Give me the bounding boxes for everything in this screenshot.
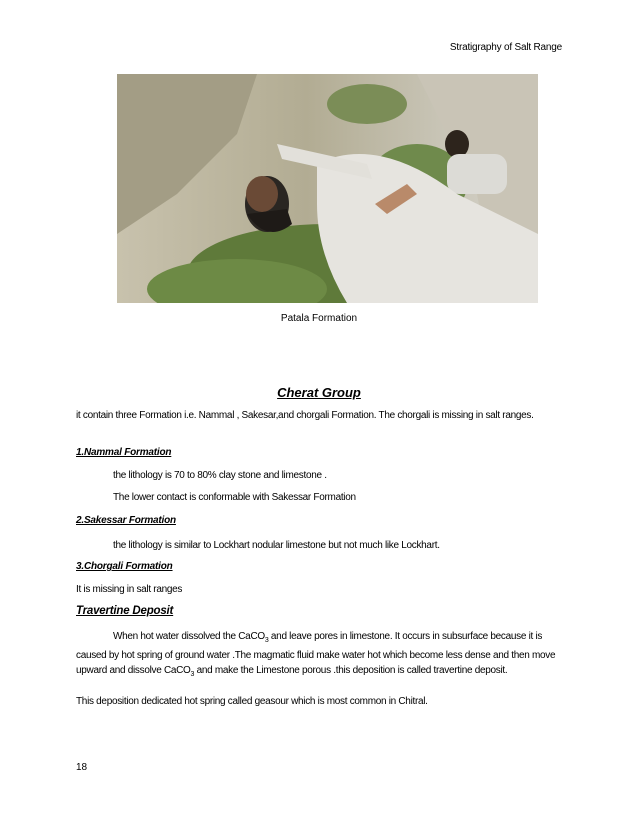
subscript-3: 3 xyxy=(264,637,269,644)
nammal-line-2: The lower contact is conformable with Sakessar Formation xyxy=(113,492,356,503)
section-title: Cherat Group xyxy=(277,385,361,400)
travertine-paragraph-2: This deposition dedicated hot spring called geasour which is most common in Chitral. xyxy=(76,696,428,707)
travertine-text-b: and leave pores in limestone. It occurs in subsurface because it is caused by hot spring of ground water .The magmatic fluid make water hot which become less dense and then move upward and dissolve CaCO xyxy=(76,631,556,676)
travertine-paragraph-1 xyxy=(76,629,566,682)
formation-title-chorgali: 3.Chorgali Formation xyxy=(76,561,173,572)
travertine-text-a: When hot water dissolved the CaCO xyxy=(113,631,265,642)
formation-title-nammal: 1.Nammal Formation xyxy=(76,447,172,458)
field-photo-illustration xyxy=(117,74,538,303)
intro-paragraph: it contain three Formation i.e. Nammal , Sakesar,and chorgali Formation. The chorgali is missing in salt ranges. xyxy=(76,410,534,421)
running-header: Stratigraphy of Salt Range xyxy=(449,42,562,53)
travertine-title: Travertine Deposit xyxy=(76,605,174,617)
figure-caption: Patala Formation xyxy=(280,313,358,324)
chorgali-line-1: It is missing in salt ranges xyxy=(76,584,183,595)
subscript-3b: 3 xyxy=(190,671,195,678)
formation-title-sakessar: 2.Sakessar Formation xyxy=(76,515,176,526)
field-photo xyxy=(117,74,538,303)
travertine-text-c: and make the Limestone porous .this deposition is called travertine deposit. xyxy=(194,665,508,676)
sakessar-line-1: the lithology is similar to Lockhart nodular limestone but not much like Lockhart. xyxy=(113,540,440,551)
nammal-line-1: the lithology is 70 to 80% clay stone and limestone . xyxy=(113,470,327,481)
page-number: 18 xyxy=(76,762,88,773)
